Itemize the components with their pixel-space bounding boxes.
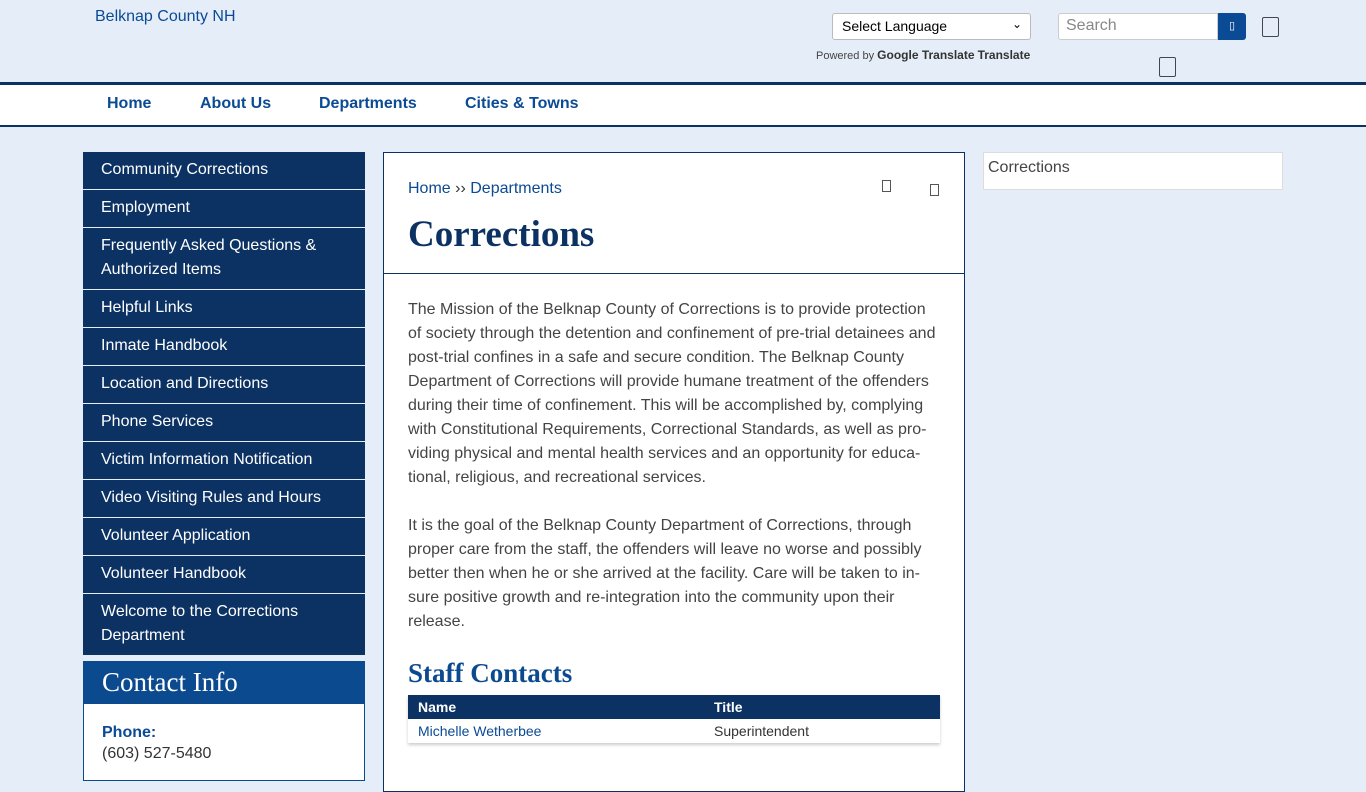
table-row [408, 719, 940, 743]
breadcrumb [408, 180, 562, 198]
sidebar-item[interactable]: Video Visiting Rules and Hours [83, 480, 365, 518]
contact-info [83, 661, 365, 781]
main-nav [0, 82, 1366, 127]
sidebar-item[interactable]: Location and Directions [83, 366, 365, 404]
staff-table [408, 695, 940, 743]
sidebar-item[interactable]: Volunteer Handbook [83, 556, 365, 594]
search-button[interactable] [1218, 13, 1246, 40]
sidebar-item[interactable]: Volunteer Application [83, 518, 365, 556]
page-title: Corrections [408, 214, 595, 255]
nav-cities-towns[interactable]: Cities & Towns [465, 95, 579, 112]
staff-contacts-title: Staff Contacts [408, 658, 573, 688]
breadcrumb-separator: ›› [455, 180, 466, 197]
breadcrumb-departments[interactable]: Departments [470, 180, 562, 197]
phone-number: (603) 527-5480 [102, 745, 212, 762]
nav-home[interactable]: Home [107, 95, 152, 112]
sidebar-item[interactable]: Employment [83, 190, 365, 228]
phone-label: Phone: [102, 724, 157, 741]
google-translate-logo[interactable]: Google Translate [877, 48, 975, 62]
toggle-icon[interactable] [1262, 17, 1279, 37]
share-icon[interactable] [930, 184, 939, 196]
sidebar-menu [83, 152, 365, 656]
staff-name-link[interactable]: Michelle Wetherbee [418, 723, 542, 739]
site-logo[interactable]: Belknap County NH [95, 8, 236, 25]
sidebar-item[interactable]: Welcome to the Corrections Department [83, 594, 365, 656]
translate-label: Translate [977, 48, 1031, 62]
menu-icon[interactable] [1159, 57, 1176, 77]
sidebar-item[interactable]: Inmate Handbook [83, 328, 365, 366]
sidebar-item[interactable]: Victim Information Notification [83, 442, 365, 480]
sidebar-item[interactable]: Frequently Asked Questions & Authorized Items [83, 228, 365, 290]
language-select[interactable] [832, 13, 1031, 40]
divider [384, 273, 964, 274]
search-input[interactable]: Search [1058, 13, 1218, 40]
column-header-name: Name [408, 695, 704, 719]
nav-about-us[interactable]: About Us [200, 95, 272, 112]
goal-paragraph: It is the goal of the Belknap County Department of Corrections, through proper care from the staff, the offenders will leave no worse and possibly better then when he or she arrived at the facility. Care will be taken to insure positive growth and re-integration into the community upon their release. [408, 517, 922, 630]
page-body [408, 298, 940, 658]
staff-title: Superintendent [714, 723, 809, 739]
powered-by [816, 48, 1030, 62]
nav-departments[interactable]: Departments [319, 95, 417, 112]
contact-title: Contact Info [84, 662, 364, 704]
powered-by-text: Powered by [816, 50, 875, 62]
mission-paragraph: The Mission of the Belknap County of Corrections is to provide protection of society through the detention and confinement of pre-trial detainees and post-trial confines in a safe and secure condition. The Belknap County Department of Corrections will provide humane treatment of the offenders during their time of confinement. This will be accomplished by, complying with Constitutional Requirements, Correctional Standards, as well as providing physical and mental health services and an opportunity for educational, religious, and recreational services. [408, 301, 936, 486]
corrections-image: Corrections [983, 152, 1283, 190]
sidebar-item[interactable]: Phone Services [83, 404, 365, 442]
sidebar-item[interactable]: Community Corrections [83, 152, 365, 190]
chevron-down-icon: ⌄ [1011, 17, 1022, 31]
language-select-value: Select Language [842, 18, 948, 34]
print-icon[interactable] [882, 180, 891, 192]
column-header-title: Title [704, 695, 940, 719]
breadcrumb-home[interactable]: Home [408, 180, 451, 197]
main-content [383, 152, 965, 792]
search-icon: ▯ [1228, 20, 1236, 32]
sidebar-item[interactable]: Helpful Links [83, 290, 365, 328]
